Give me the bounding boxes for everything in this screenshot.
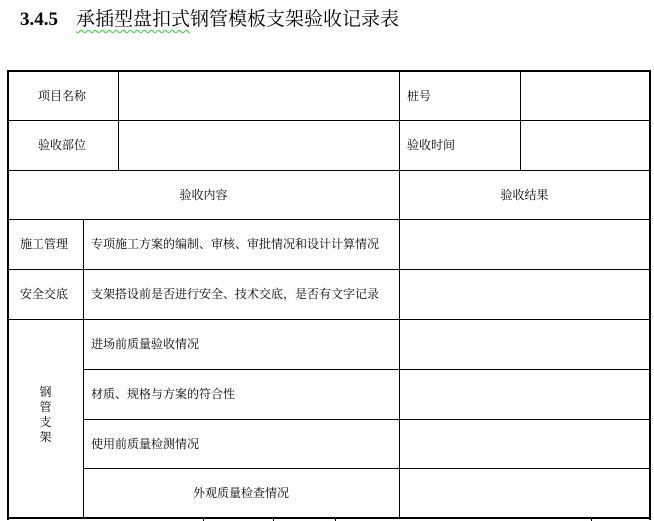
category-safety-briefing: 安全交底 bbox=[20, 287, 69, 301]
result-field[interactable] bbox=[400, 419, 649, 468]
item-text: 进场前质量验收情况 bbox=[91, 337, 200, 351]
col-divider bbox=[591, 517, 592, 521]
item-text: 使用前质量检测情况 bbox=[91, 437, 200, 451]
page-title: 3.4.5 承插型盘扣式钢管模板支架验收记录表 bbox=[20, 8, 400, 30]
item-text: 专项施工方案的编制、审核、审批情况和设计计算情况 bbox=[91, 237, 380, 251]
project-name-label: 项目名称 bbox=[38, 89, 87, 103]
result-field[interactable] bbox=[400, 369, 649, 418]
result-field[interactable] bbox=[400, 219, 649, 268]
pile-no-field[interactable] bbox=[521, 71, 649, 120]
project-name-field[interactable] bbox=[119, 71, 399, 120]
result-field[interactable] bbox=[400, 468, 649, 517]
item-text: 支架搭设前是否进行安全、技术交底，是否有文字记录 bbox=[91, 287, 380, 301]
row-divider bbox=[8, 517, 650, 519]
content-header: 验收内容 bbox=[179, 188, 228, 202]
category-construction-management: 施工管理 bbox=[20, 237, 69, 251]
result-field[interactable] bbox=[400, 269, 649, 318]
table-border bbox=[649, 70, 651, 520]
pile-no-label: 桩号 bbox=[407, 89, 432, 103]
table-border bbox=[7, 70, 9, 520]
acceptance-time-label: 验收时间 bbox=[407, 138, 456, 152]
col-divider bbox=[335, 517, 336, 521]
col-divider bbox=[273, 517, 274, 521]
category-steel-support bbox=[8, 385, 83, 445]
category-text: 钢管支架 bbox=[39, 385, 52, 444]
item-text: 外观质量检查情况 bbox=[193, 486, 290, 500]
result-header: 验收结果 bbox=[500, 188, 549, 202]
acceptance-part-label: 验收部位 bbox=[38, 138, 87, 152]
acceptance-part-field[interactable] bbox=[119, 120, 399, 169]
acceptance-time-field[interactable] bbox=[521, 120, 649, 169]
item-text: 材质、规格与方案的符合性 bbox=[91, 387, 236, 401]
col-divider bbox=[203, 517, 204, 521]
col-divider bbox=[83, 219, 84, 518]
result-field[interactable] bbox=[400, 319, 649, 368]
